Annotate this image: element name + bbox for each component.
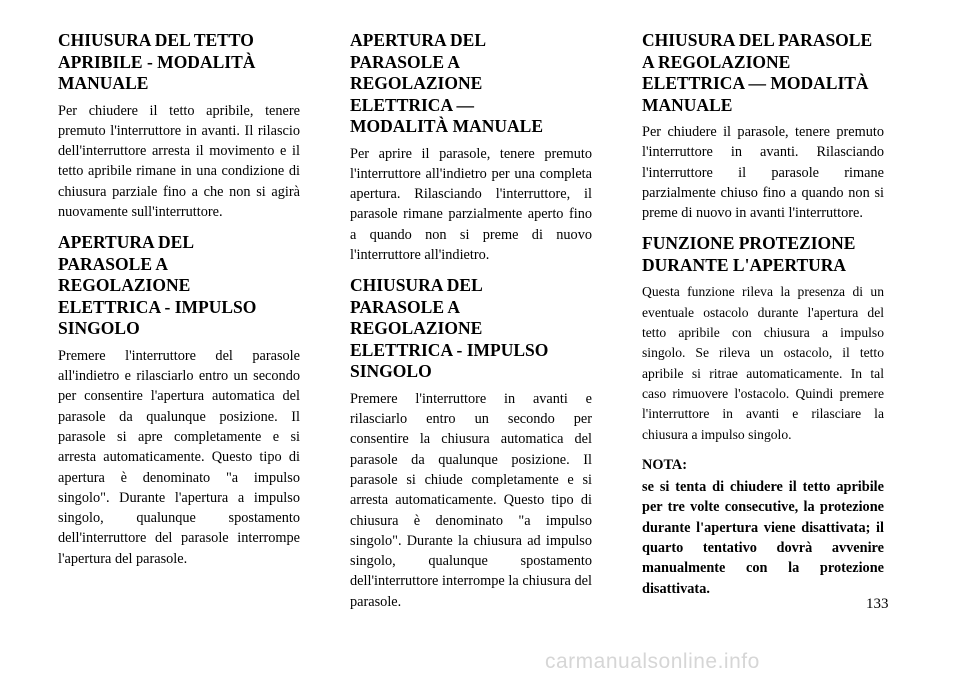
- column-3: [642, 30, 884, 599]
- note-label: NOTA:: [642, 456, 688, 473]
- section-heading-pinch-protection: FUNZIONE PROTEZIONE DURANTE L'APERTURA: [642, 233, 856, 275]
- section-text-sunshade-close-manual: Per chiudere il parasole, tenere premuto l'interruttore in avanti. Rilasciando l'interruttore il parasole rimane parzialmente chiuso fino a quando non si preme di nuovo in avanti l'interruttore.: [642, 124, 884, 222]
- column-2: [350, 30, 592, 622]
- section-text-sunroof-close-manual: Per chiudere il tetto apribile, tenere premuto l'interruttore in avanti. Il rilascio dell'interruttore arresta il movimento e il tetto apribile rimane in una condizione di chiusura parziale fino a che non si agirà nuovamente sull'interruttore.: [58, 102, 300, 220]
- watermark: carmanualsonline.info: [545, 650, 760, 673]
- page-number: 133: [866, 596, 889, 612]
- note-text: se si tenta di chiudere il tetto apribile per tre volte consecutive, la protezione durante l'apertura viene disattivata; il quarto tentativo dovrà avvenire manualmente con la protezione disattivata.: [642, 479, 884, 597]
- section-heading-sunshade-close-one-touch: CHIUSURA DEL PARASOLE A REGOLAZIONE ELETTRICA - IMPULSO SINGOLO: [350, 275, 549, 382]
- section-heading-sunroof-close-manual: CHIUSURA DEL TETTO APRIBILE - MODALITÀ MANUALE: [58, 30, 256, 93]
- section-text-sunshade-close-one-touch: Premere l'interruttore in avanti e rilasciarlo entro un secondo per consentire la chiusura automatica del parasole da qualunque posizione. Il parasole si chiude completamente e si arresta automaticamente. Questo tipo di chiusura è denominato "a impulso singolo". Durante la chiusura ad impulso singolo, qualunque spostamento dell'interruttore interrompe la chiusura del parasole.: [350, 390, 592, 610]
- section-text-sunshade-open-one-touch: Premere l'interruttore del parasole all'indietro e rilasciarlo entro un secondo per consentire l'apertura automatica del parasole da qualunque posizione. Il parasole si apre completamente e si arresta automaticamente. Questo tipo di apertura è denominato "a impulso singolo". Durante l'apertura a impulso singolo, qualunque spostamento dell'interruttore del parasole interrompe l'apertura del parasole.: [58, 347, 300, 567]
- section-text-pinch-protection: Questa funzione rileva la presenza di un eventuale ostacolo durante l'apertura del tetto apribile con chiusura a impulso singolo. Se rileva un ostacolo, il tetto apribile si ritrae automaticamente. In tal caso rimuovere l'ostacolo. Quindi premere l'interruttore in avanti e rilasciare la chiusura a impulso singolo.: [642, 284, 884, 442]
- section-text-sunshade-open-manual: Per aprire il parasole, tenere premuto l'interruttore all'indietro per una completa apertura. Rilasciando l'interruttore, il parasole rimane parzialmente aperto fino a quando non si preme di nuovo l'interruttore all'indietro.: [350, 145, 592, 263]
- section-heading-sunshade-open-one-touch: APERTURA DEL PARASOLE A REGOLAZIONE ELETTRICA - IMPULSO SINGOLO: [58, 232, 257, 339]
- section-heading-sunshade-open-manual: APERTURA DEL PARASOLE A REGOLAZIONE ELETTRICA — MODALITÀ MANUALE: [350, 30, 543, 136]
- column-1: [58, 30, 300, 579]
- section-heading-sunshade-close-manual: CHIUSURA DEL PARASOLE A REGOLAZIONE ELETTRICA — MODALITÀ MANUALE: [642, 30, 873, 115]
